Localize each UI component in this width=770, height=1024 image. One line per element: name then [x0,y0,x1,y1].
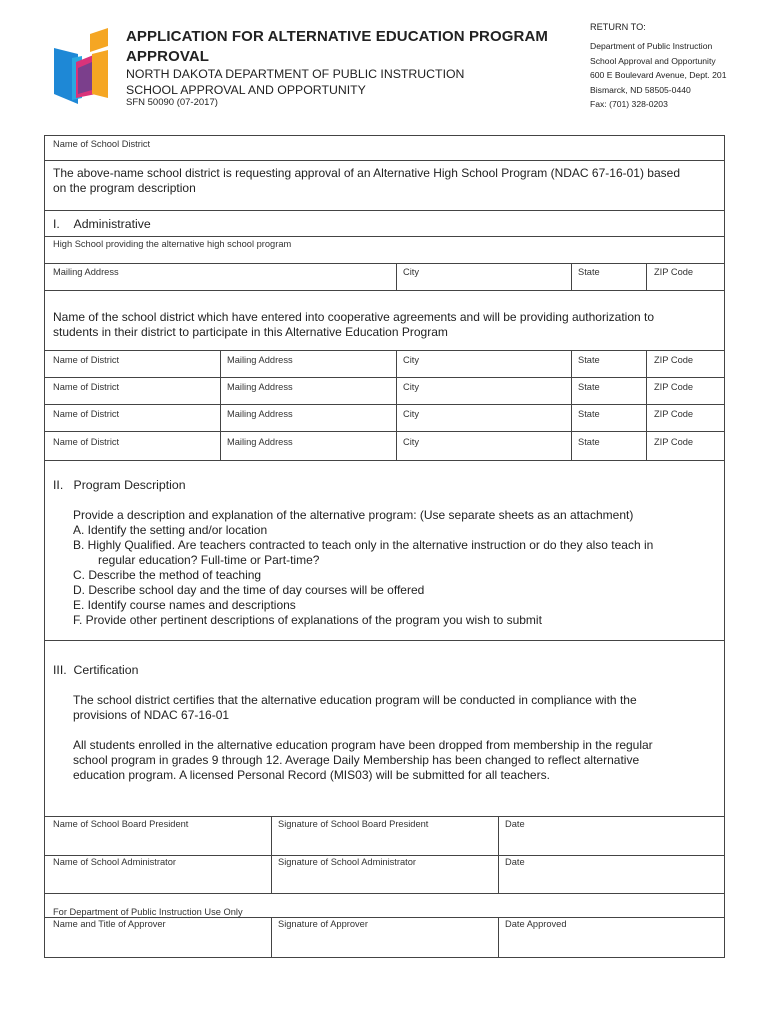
return-line3: 600 E Boulevard Avenue, Dept. 201 [590,70,727,81]
district-zip-label: ZIP Code [654,409,694,419]
program-description-list [73,508,653,628]
list-item: A. Identify the setting and/or location [73,523,268,537]
high-school-label: High School providing the alternative high school program [53,239,292,249]
district-state-label: State [578,355,600,365]
return-line5: Fax: (701) 328-0203 [590,99,668,110]
form-title [126,27,571,67]
district-mailing-label: Mailing Address [227,409,293,419]
list-item: E. Identify course names and descriptions [73,598,296,612]
department-name [126,66,464,98]
district-statement: The above-name school district is requesting approval of an Alternative High School Program (NDAC 67-16-01) based on the program description [53,166,680,195]
district-zip-label: ZIP Code [654,355,694,365]
district-name-label: Name of District [53,355,120,365]
section-1-heading: I. Administrative [53,217,151,231]
district-mailing-label: Mailing Address [227,355,293,365]
return-address [590,20,727,111]
district-city-label: City [403,382,420,392]
district-row-field[interactable] [44,404,725,431]
title-line1: APPLICATION FOR ALTERNATIVE EDUCATION PROGRAM [126,28,548,45]
approver-name-label: Name and Title of Approver [53,919,166,929]
state-field[interactable] [572,263,646,290]
district-row-field[interactable] [44,350,725,377]
district-zip-label: ZIP Code [654,382,694,392]
high-school-field[interactable] [44,236,725,263]
city-field[interactable] [397,263,571,290]
district-name-label: Name of District [53,437,120,447]
date-field-1[interactable] [499,816,725,855]
dpi-use-only-label: For Department of Public Instruction Use Only [53,907,243,917]
return-line2: School Approval and Opportunity [590,55,716,66]
school-district-label: Name of School District [53,139,151,149]
district-city-label: City [403,355,420,365]
district-name-label: Name of District [53,409,120,419]
return-line4: Bismarck, ND 58505-0440 [590,84,691,95]
list-item: regular education? Full-time or Part-time? [98,553,320,567]
district-row-field[interactable] [44,431,725,460]
district-zip-label: ZIP Code [654,437,694,447]
administrator-signature-label: Signature of School Administrator [278,857,416,867]
form-number: SFN 50090 (07-2017) [126,97,218,108]
district-state-label: State [578,382,600,392]
district-city-label: City [403,437,420,447]
district-mailing-label: Mailing Address [227,437,293,447]
mailing-address-field[interactable] [44,263,396,290]
ndpi-logo [52,28,114,104]
return-line1: Department of Public Instruction [590,41,713,52]
district-city-label: City [403,409,420,419]
list-item: C. Describe the method of teaching [73,568,262,582]
certification-paragraph-1: The school district certifies that the alternative education program will be conducted in compliance with the provisions of NDAC 67-16-01 [73,693,637,722]
date-approved-field[interactable] [499,917,725,957]
date-field-2[interactable] [499,855,725,893]
zip-field[interactable] [647,263,725,290]
dept-line1: NORTH DAKOTA DEPARTMENT OF PUBLIC INSTRUCTION [126,67,465,81]
list-item: B. Highly Qualified. Are teachers contracted to teach only in the alternative instruction or do they also teach in [73,538,654,552]
section-2-heading: II. Program Description [53,478,186,492]
district-row-field[interactable] [44,377,725,404]
approver-signature-label: Signature of Approver [278,919,368,929]
approver-signature-field[interactable] [272,917,498,957]
dept-line2: SCHOOL APPROVAL AND OPPORTUNITY [126,83,366,97]
list-item: F. Provide other pertinent descriptions of explanations of the program you wish to submit [73,613,542,627]
approver-name-field[interactable] [44,917,271,957]
certification-paragraph-2: All students enrolled in the alternative education program have been dropped from membership in the regular school program in grades 9 through 12. Average Daily Membership has been changed to reflect alternative education program. A licensed Personal Record (MIS03) will be submitted for all teachers. [73,738,653,782]
zip-label: ZIP Code [654,267,694,277]
board-president-signature-label: Signature of School Board President [278,819,429,829]
section-3-heading: III. Certification [53,663,139,677]
district-state-label: State [578,409,600,419]
cooperative-statement: Name of the school district which have entered into cooperative agreements and will be providing authorization to students in their district to participate in this Alternative Education Program [53,310,655,339]
school-district-field[interactable] [44,135,725,160]
date-approved-label: Date Approved [505,919,567,929]
date-label-1: Date [505,819,525,829]
title-line2: APPROVAL [126,48,210,65]
city-label: City [403,267,420,277]
district-name-label: Name of District [53,382,120,392]
administrator-name-label: Name of School Administrator [53,857,176,867]
board-president-signature-field[interactable] [272,816,498,855]
board-president-name-label: Name of School Board President [53,819,189,829]
administrator-name-field[interactable] [44,855,271,893]
program-intro: Provide a description and explanation of the alternative program: (Use separate sheets as an attachment) [73,508,634,522]
logo-orange-top [90,28,108,52]
state-label: State [578,267,600,277]
list-item: D. Describe school day and the time of day courses will be offered [73,583,425,597]
board-president-name-field[interactable] [44,816,271,855]
administrator-signature-field[interactable] [272,855,498,893]
date-label-2: Date [505,857,525,867]
district-state-label: State [578,437,600,447]
return-label: RETURN TO: [590,22,646,32]
logo-orange-right [92,50,108,98]
mailing-address-label: Mailing Address [53,267,119,277]
district-mailing-label: Mailing Address [227,382,293,392]
